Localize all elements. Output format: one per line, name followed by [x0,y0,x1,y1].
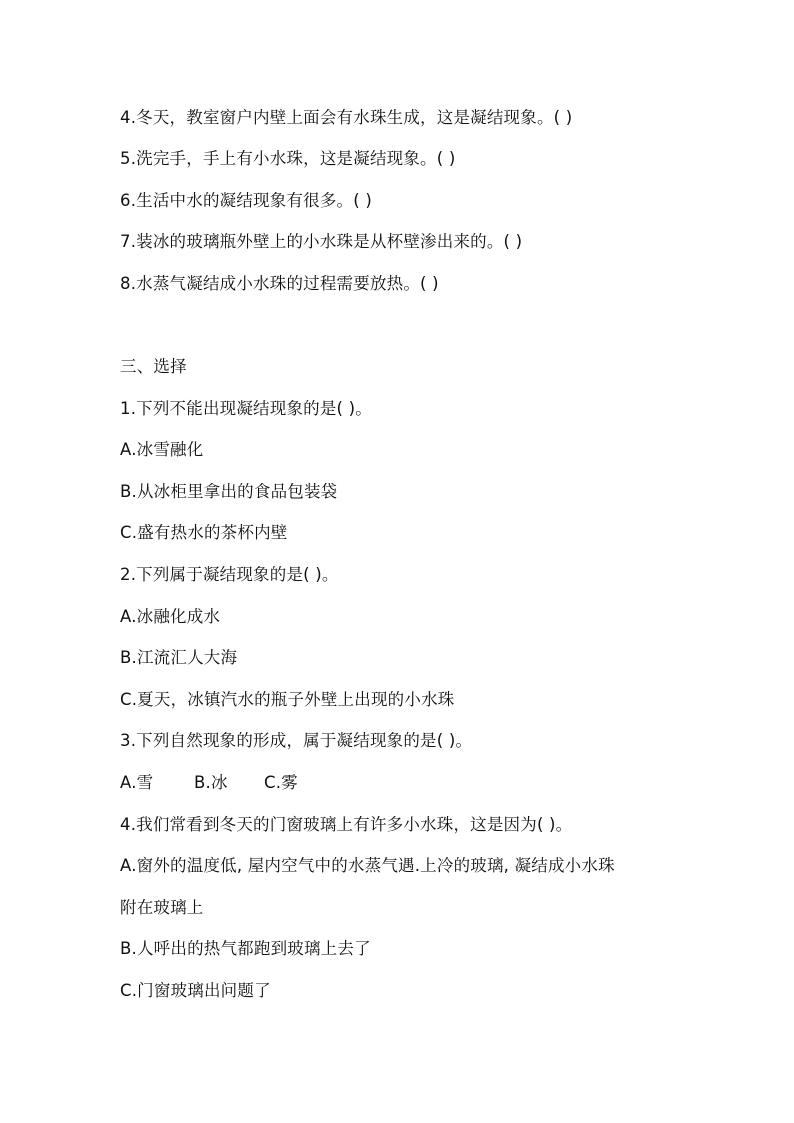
question-3-stem: 3.下列自然现象的形成，属于凝结现象的是( )。 [120,731,473,750]
question-4-option-c: C.门窗玻璃出问题了 [120,981,271,1000]
question-2-option-c: C.夏天，冰镇汽水的瓶子外壁上出现的小水珠 [120,690,455,709]
judge-item-5: 5.洗完手，手上有小水珠，这是凝结现象。( ) [120,149,456,168]
question-1-option-b: B.从冰柜里拿出的食品包装袋 [120,482,338,501]
question-2-stem: 2.下列属于凝结现象的是( )。 [120,565,339,584]
question-2-option-a: A.冰融化成水 [120,607,221,626]
question-4-stem: 4.我们常看到冬天的门窗玻璃上有许多小水珠，这是因为( )。 [120,815,573,834]
question-4-option-a-line2: 附在玻璃上 [120,898,204,917]
judge-item-6: 6.生活中水的凝结现象有很多。( ) [120,191,372,210]
question-4-option-b: B.人呼出的热气都跑到玻璃上去了 [120,939,371,958]
question-4-option-a-line1: A.窗外的温度低, 屋内空气中的水蒸气遇.上冷的玻璃, 凝结成小水珠 [120,856,615,875]
question-2-option-b: B.江流汇人大海 [120,648,238,667]
question-3-option-b: B.冰 [194,773,228,792]
judge-item-8: 8.水蒸气凝结成小水珠的过程需要放热。( ) [120,274,439,293]
question-1-stem: 1.下列不能出现凝结现象的是( )。 [120,399,372,418]
judge-item-7: 7.装冰的玻璃瓶外壁上的小水珠是从杯壁渗出来的。( ) [120,232,523,251]
question-3-options [120,771,298,795]
question-1-option-a: A.冰雪融化 [120,440,204,459]
judge-item-4: 4.冬天，教室窗户内壁上面会有水珠生成，这是凝结现象。( ) [120,108,573,127]
section-heading-choice: 三、选择 [120,357,187,376]
question-1-option-c: C.盛有热水的茶杯内壁 [120,523,288,542]
question-3-option-a: A.雪 [120,773,154,792]
question-3-option-c: C.雾 [264,773,298,792]
